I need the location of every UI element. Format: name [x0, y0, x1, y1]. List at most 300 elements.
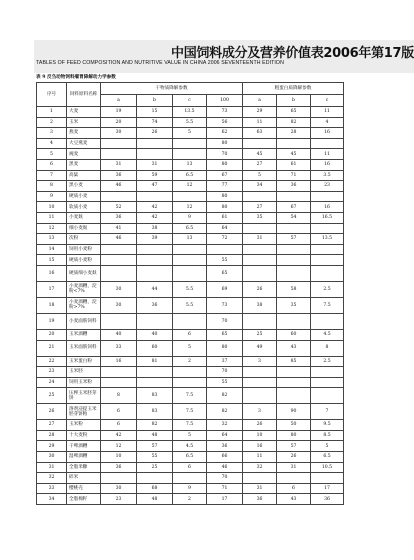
row-dm-a: 8	[101, 388, 137, 404]
row-cp-b: 90	[277, 404, 311, 420]
row-dm-c	[173, 377, 207, 388]
row-cp-c: 4.5	[311, 329, 344, 340]
row-dm-c: 2	[173, 494, 207, 505]
row-dm-a: 6	[101, 404, 137, 420]
row-dm-c: 5.5	[173, 297, 207, 313]
row-total: 32	[207, 420, 243, 431]
row-dm-c	[173, 367, 207, 378]
row-cp-c	[311, 244, 344, 255]
header-cp-c: c	[311, 95, 344, 107]
row-total: 70	[207, 313, 243, 329]
table-row	[37, 255, 344, 266]
row-dm-a: 19	[101, 107, 137, 118]
row-dm-b: 74	[137, 117, 173, 128]
row-dm-c: 7.5	[173, 420, 207, 431]
row-cp-b: 80	[277, 430, 311, 441]
row-cp-c: 11	[311, 149, 344, 160]
row-dm-a: 12	[101, 441, 137, 452]
row-dm-b: 83	[137, 388, 173, 404]
row-feed-name: 溶剂浸提玉米胚芽饼粕	[67, 404, 101, 420]
row-cp-a: 32	[243, 462, 277, 473]
row-dm-c: 2	[173, 356, 207, 367]
row-feed-name: 黑麦	[67, 159, 101, 170]
row-feed-name: 硬质小麦粉	[67, 255, 101, 266]
row-dm-b: 83	[137, 404, 173, 420]
row-cp-b: 54	[277, 212, 311, 223]
row-cp-a: 31	[243, 483, 277, 494]
row-cp-b: 61	[277, 159, 311, 170]
row-cp-b: 43	[277, 494, 311, 505]
table-row	[37, 234, 344, 245]
table-row	[37, 340, 344, 356]
row-feed-name: 软质小麦	[67, 202, 101, 213]
row-dm-b	[137, 313, 173, 329]
row-cp-c: 11	[311, 107, 344, 118]
table-row	[37, 494, 344, 505]
row-cp-c	[311, 223, 344, 234]
row-dm-b	[137, 377, 173, 388]
row-feed-name: 饲用小麦粉	[67, 244, 101, 255]
row-dm-c: 12	[173, 181, 207, 192]
row-cp-c	[311, 313, 344, 329]
row-total: 37	[207, 356, 243, 367]
row-dm-b: 47	[137, 181, 173, 192]
table-row	[37, 356, 344, 367]
row-dm-c: 4.5	[173, 441, 207, 452]
row-cp-b	[277, 473, 311, 484]
row-cp-a: 36	[243, 494, 277, 505]
row-dm-b: 36	[137, 297, 173, 313]
row-total: 82	[207, 388, 243, 404]
table-row	[37, 138, 344, 149]
table-row	[37, 128, 344, 139]
row-total: 73	[207, 297, 243, 313]
row-no: 34	[37, 494, 67, 505]
row-dm-a	[101, 473, 137, 484]
row-cp-b: 58	[277, 281, 311, 297]
row-cp-c: 2.5	[311, 356, 344, 367]
row-total: 71	[207, 483, 243, 494]
row-no: 19	[37, 313, 67, 329]
row-feed-name: 小麦面筋饲料	[67, 313, 101, 329]
row-no: 10	[37, 202, 67, 213]
book-title: 中国饲料成分及营养价值表2006年第17版	[171, 46, 414, 61]
header-dm-group: 干物质降解参数	[101, 83, 243, 95]
row-feed-name: 小麦酒糟，淀粉<7%	[67, 281, 101, 297]
row-dm-c: 13.5	[173, 107, 207, 118]
row-dm-b: 57	[137, 441, 173, 452]
row-no: 4	[37, 138, 67, 149]
table-row	[37, 329, 344, 340]
row-cp-a: 49	[243, 340, 277, 356]
table-row	[37, 117, 344, 128]
row-cp-a: 31	[243, 234, 277, 245]
row-dm-c	[173, 265, 207, 281]
row-cp-c	[311, 255, 344, 266]
table-row	[37, 159, 344, 170]
row-feed-name: 次粉	[67, 234, 101, 245]
row-dm-b: 31	[137, 159, 173, 170]
header-dm-a: a	[101, 95, 137, 107]
row-cp-c: 6.5	[311, 452, 344, 463]
row-cp-c	[311, 388, 344, 404]
row-dm-c: 5	[173, 340, 207, 356]
row-cp-a: 10	[243, 430, 277, 441]
row-total: 80	[207, 340, 243, 356]
row-feed-name: 豌麦	[67, 149, 101, 160]
row-dm-a: 33	[101, 340, 137, 356]
row-cp-c: 16	[311, 159, 344, 170]
row-dm-c: 6	[173, 462, 207, 473]
row-dm-a: 52	[101, 202, 137, 213]
row-dm-a: 42	[101, 430, 137, 441]
row-total	[207, 244, 243, 255]
row-dm-a: 41	[101, 223, 137, 234]
row-dm-a	[101, 149, 137, 160]
row-dm-b: 60	[137, 340, 173, 356]
row-cp-b: 35	[277, 297, 311, 313]
row-total: 69	[207, 281, 243, 297]
row-cp-c: 2.5	[311, 281, 344, 297]
row-cp-b	[277, 244, 311, 255]
row-no: 30	[37, 452, 67, 463]
row-dm-a: 30	[101, 483, 137, 494]
row-cp-c: 23	[311, 181, 344, 192]
table-row	[37, 297, 344, 313]
row-total: 70	[207, 149, 243, 160]
row-cp-c: 4	[311, 117, 344, 128]
header-cp-b: b	[277, 95, 311, 107]
row-dm-b	[137, 149, 173, 160]
row-feed-name: 黑小麦	[67, 181, 101, 192]
row-dm-c	[173, 255, 207, 266]
row-cp-a: 38	[243, 297, 277, 313]
row-dm-b: 42	[137, 202, 173, 213]
row-dm-b: 59	[137, 170, 173, 181]
row-feed-name: 饲用玉米粉	[67, 377, 101, 388]
row-dm-b	[137, 265, 173, 281]
row-total: 55	[207, 255, 243, 266]
table-row	[37, 377, 344, 388]
row-dm-c: 5	[173, 128, 207, 139]
row-dm-a	[101, 255, 137, 266]
row-cp-b: 65	[277, 107, 311, 118]
row-cp-b: 57	[277, 234, 311, 245]
row-cp-c	[311, 473, 344, 484]
table-row	[37, 107, 344, 118]
row-cp-c: 16	[311, 128, 344, 139]
row-dm-a: 46	[101, 234, 137, 245]
row-dm-c: 6	[173, 329, 207, 340]
row-feed-name: 高粱	[67, 170, 101, 181]
row-feed-name: 全脂米糠	[67, 462, 101, 473]
row-dm-b: 26	[137, 128, 173, 139]
row-no: 31	[37, 462, 67, 473]
row-cp-c: 13.5	[311, 234, 344, 245]
row-feed-name: 樱桃壳	[67, 483, 101, 494]
row-dm-a: 10	[101, 452, 137, 463]
header-total: 100	[207, 95, 243, 107]
row-no: 32	[37, 473, 67, 484]
header-cp-a: a	[243, 95, 277, 107]
row-dm-c: 9	[173, 212, 207, 223]
row-no: 14	[37, 244, 67, 255]
row-cp-b: 36	[277, 181, 311, 192]
row-dm-b: 48	[137, 430, 173, 441]
row-dm-b	[137, 255, 173, 266]
row-dm-b: 81	[137, 356, 173, 367]
row-feed-name: 细小麦麸	[67, 223, 101, 234]
row-total: 64	[207, 223, 243, 234]
row-no: 5	[37, 149, 67, 160]
table-row	[37, 404, 344, 420]
row-dm-c	[173, 313, 207, 329]
row-cp-b	[277, 255, 311, 266]
row-feed-name: 玉米面筋饲料	[67, 340, 101, 356]
row-dm-a: 16	[101, 356, 137, 367]
row-cp-c: 5	[311, 441, 344, 452]
row-cp-a: 26	[243, 420, 277, 431]
row-feed-name: 玉米蛋白粉	[67, 356, 101, 367]
page-header	[34, 40, 414, 73]
row-dm-c: 5	[173, 430, 207, 441]
row-dm-a: 31	[101, 159, 137, 170]
row-dm-c: 5.5	[173, 281, 207, 297]
row-cp-b: 26	[277, 452, 311, 463]
row-dm-b: 42	[137, 212, 173, 223]
row-no: 26	[37, 404, 67, 420]
row-feed-name: 干啤酒糟	[67, 441, 101, 452]
row-cp-c: 36	[311, 494, 344, 505]
row-total: 55	[207, 377, 243, 388]
row-total: 70	[207, 473, 243, 484]
table-row	[37, 223, 344, 234]
row-cp-c	[311, 377, 344, 388]
row-dm-a	[101, 244, 137, 255]
table-row	[37, 420, 344, 431]
row-dm-a: 30	[101, 128, 137, 139]
row-cp-c	[311, 265, 344, 281]
row-feed-name: 小麦麸	[67, 212, 101, 223]
row-cp-a: 63	[243, 128, 277, 139]
header-name: 饲料原料名称	[67, 83, 101, 107]
row-cp-c: 7	[311, 404, 344, 420]
row-dm-b: 15	[137, 107, 173, 118]
row-dm-a: 36	[101, 462, 137, 473]
row-cp-c	[311, 191, 344, 202]
row-total: 61	[207, 212, 243, 223]
header-dm-c: c	[173, 95, 207, 107]
row-dm-c: 13	[173, 234, 207, 245]
table-row	[37, 388, 344, 404]
row-cp-b	[277, 388, 311, 404]
table-caption: 表 9 反刍动物饲料瘤胃降解动力学参数	[36, 75, 116, 80]
row-cp-c: 8.5	[311, 430, 344, 441]
row-dm-c	[173, 191, 207, 202]
row-no: 8	[37, 181, 67, 192]
row-cp-b	[277, 138, 311, 149]
row-cp-b: 50	[277, 420, 311, 431]
row-dm-c: 7.5	[173, 404, 207, 420]
row-no: 12	[37, 223, 67, 234]
row-cp-b: 43	[277, 340, 311, 356]
row-no: 3	[37, 128, 67, 139]
row-cp-a: 11	[243, 452, 277, 463]
table-body	[37, 107, 344, 505]
row-cp-c: 7.5	[311, 297, 344, 313]
table-row	[37, 430, 344, 441]
row-cp-b	[277, 265, 311, 281]
row-total: 72	[207, 234, 243, 245]
row-no: 18	[37, 297, 67, 313]
row-cp-b: 57	[277, 441, 311, 452]
row-cp-c: 16	[311, 202, 344, 213]
row-dm-b: 82	[137, 420, 173, 431]
table-row	[37, 149, 344, 160]
row-dm-c: 12	[173, 202, 207, 213]
row-no: 21	[37, 340, 67, 356]
table-row	[37, 170, 344, 181]
row-cp-a	[243, 138, 277, 149]
row-feed-name: 大麦	[67, 107, 101, 118]
row-dm-c: 6.5	[173, 223, 207, 234]
row-no: 1	[37, 107, 67, 118]
row-dm-b	[137, 367, 173, 378]
row-dm-a: 30	[101, 281, 137, 297]
row-total: 67	[207, 170, 243, 181]
row-no: 24	[37, 377, 67, 388]
row-feed-name: 小麦酒糟，淀粉>7%	[67, 297, 101, 313]
row-cp-c: 16.5	[311, 212, 344, 223]
row-no: 13	[37, 234, 67, 245]
row-total: 46	[207, 462, 243, 473]
row-dm-c	[173, 244, 207, 255]
row-dm-c: 7.5	[173, 388, 207, 404]
header-no: 序号	[37, 83, 67, 107]
table-row	[37, 483, 344, 494]
row-total: 80	[207, 202, 243, 213]
row-dm-b: 55	[137, 452, 173, 463]
row-total: 62	[207, 128, 243, 139]
table-row	[37, 181, 344, 192]
row-no: 16	[37, 265, 67, 281]
table-row	[37, 473, 344, 484]
table-row	[37, 191, 344, 202]
row-no: 9	[37, 191, 67, 202]
row-feed-name: 大豆燕麦	[67, 138, 101, 149]
row-dm-a: 20	[101, 117, 137, 128]
row-cp-a: 27	[243, 159, 277, 170]
row-no: 17	[37, 281, 67, 297]
row-no: 2	[37, 117, 67, 128]
row-cp-b: 45	[277, 149, 311, 160]
row-dm-b: 40	[137, 329, 173, 340]
row-feed-name: 碎米	[67, 473, 101, 484]
row-feed-name: 压榨玉米胚芽饼	[67, 388, 101, 404]
row-dm-a	[101, 265, 137, 281]
row-dm-a: 40	[101, 329, 137, 340]
row-total: 77	[207, 181, 243, 192]
row-cp-c: 3.5	[311, 170, 344, 181]
row-no: 22	[37, 356, 67, 367]
degradation-table	[36, 82, 344, 505]
row-cp-b: 71	[277, 170, 311, 181]
row-cp-a	[243, 388, 277, 404]
row-total: 65	[207, 265, 243, 281]
row-total: 36	[207, 441, 243, 452]
row-dm-a	[101, 191, 137, 202]
row-feed-name: 玉米胚	[67, 367, 101, 378]
row-no: 20	[37, 329, 67, 340]
row-dm-a: 46	[101, 181, 137, 192]
row-cp-a: 35	[243, 212, 277, 223]
row-total: 65	[207, 329, 243, 340]
row-no: 11	[37, 212, 67, 223]
row-cp-a: 25	[243, 329, 277, 340]
table-row	[37, 313, 344, 329]
row-cp-b: 31	[277, 462, 311, 473]
row-dm-a	[101, 138, 137, 149]
row-dm-c: 6.5	[173, 452, 207, 463]
row-dm-b	[137, 244, 173, 255]
table-row	[37, 462, 344, 473]
row-feed-name: 玉米粉	[67, 420, 101, 431]
row-cp-b: 6	[277, 483, 311, 494]
row-no: 15	[37, 255, 67, 266]
row-dm-b	[137, 138, 173, 149]
row-no: 33	[37, 483, 67, 494]
row-dm-c: 5.5	[173, 117, 207, 128]
row-feed-name: 硬质细小麦麸	[67, 265, 101, 281]
row-cp-c: 10.5	[311, 462, 344, 473]
row-cp-a: 16	[243, 441, 277, 452]
row-cp-a: 27	[243, 202, 277, 213]
row-dm-c: 13	[173, 159, 207, 170]
row-feed-name: 湿啤酒糟	[67, 452, 101, 463]
row-total: 64	[207, 430, 243, 441]
header-cp-group: 粗蛋白质降解参数	[243, 83, 344, 95]
row-cp-b	[277, 313, 311, 329]
row-dm-c	[173, 473, 207, 484]
row-dm-a	[101, 367, 137, 378]
table-row	[37, 452, 344, 463]
table-row	[37, 244, 344, 255]
row-dm-c: 9	[173, 483, 207, 494]
row-cp-a	[243, 313, 277, 329]
row-no: 6	[37, 159, 67, 170]
row-total: 66	[207, 452, 243, 463]
row-cp-c	[311, 138, 344, 149]
row-feed-name: 玉米酒糟	[67, 329, 101, 340]
row-dm-b: 68	[137, 483, 173, 494]
row-no: 28	[37, 430, 67, 441]
row-dm-b: 25	[137, 462, 173, 473]
row-feed-name: 十大麦粉	[67, 430, 101, 441]
row-cp-b: 85	[277, 356, 311, 367]
row-dm-a: 36	[101, 212, 137, 223]
row-cp-b: 67	[277, 202, 311, 213]
row-dm-b	[137, 191, 173, 202]
row-dm-b	[137, 473, 173, 484]
row-no: 25	[37, 388, 67, 404]
row-dm-c	[173, 149, 207, 160]
row-cp-b	[277, 367, 311, 378]
row-cp-b: 28	[277, 128, 311, 139]
row-dm-a: 30	[101, 297, 137, 313]
row-cp-b	[277, 191, 311, 202]
row-total: 17	[207, 494, 243, 505]
row-total: 80	[207, 138, 243, 149]
